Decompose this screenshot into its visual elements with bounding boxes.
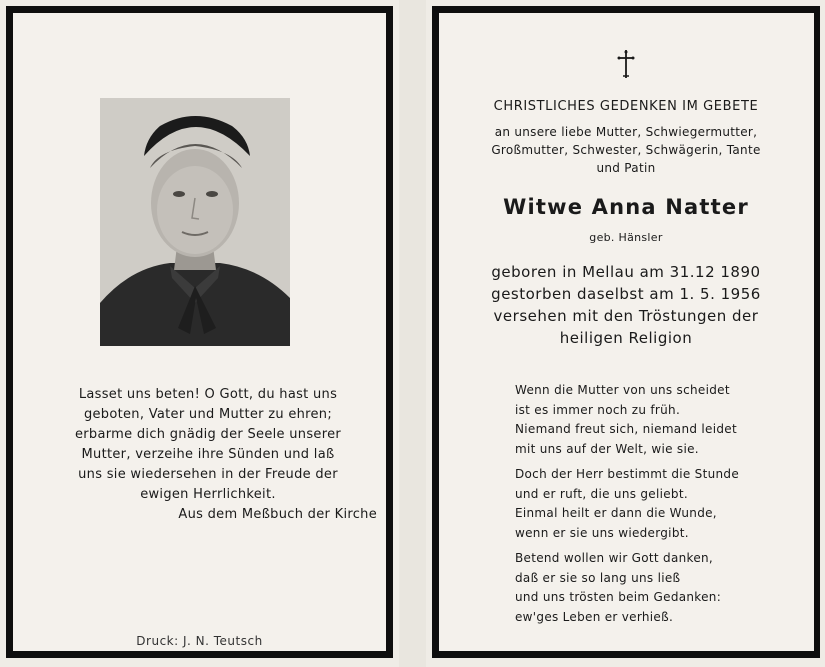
poem-line: ist es immer noch zu früh. [515, 402, 681, 417]
printer-credit: Druck: J. N. Teutsch [136, 634, 263, 648]
deceased-name: Witwe Anna Natter [503, 195, 749, 219]
poem-line: daß er sie so lang uns ließ [515, 570, 681, 585]
prayer-source: Aus dem Meßbuch der Kirche [178, 507, 377, 522]
dedication-line: an unsere liebe Mutter, Schwiegermutter, [494, 125, 758, 139]
poem-line: Doch der Herr bestimmt die Stunde [515, 467, 739, 481]
prayer-line: uns sie wiedersehen in der Freude der [78, 467, 338, 482]
date-line: gestorben daselbst am 1. 5. 1956 [491, 285, 761, 303]
poem-line: Niemand freut sich, niemand leidet [515, 422, 737, 436]
prayer-line: Mutter, verzeihe ihre Sünden und laß [81, 447, 335, 462]
portrait-photo [100, 98, 290, 346]
prayer-line: Lasset uns beten! O Gott, du hast uns [78, 387, 338, 402]
dedication-line: und Patin [596, 161, 656, 175]
date-line: heiligen Religion [559, 329, 693, 347]
poem-line: Einmal heilt er dann die Wunde, [515, 506, 717, 520]
memorial-heading: CHRISTLICHES GEDENKEN IM GEBETE [493, 99, 759, 114]
poem-line: und uns trösten beim Gedanken: [515, 590, 722, 604]
poem-stanza [515, 381, 805, 459]
prayer-line: ewigen Herrlichkeit. [140, 487, 276, 502]
poem-stanza [515, 549, 805, 627]
poem-line: und er ruft, die uns geliebt. [515, 486, 688, 501]
maiden-name: geb. Hänsler [589, 231, 663, 244]
card-gutter [399, 0, 426, 667]
right-card [432, 6, 820, 658]
date-line: versehen mit den Tröstungen der [493, 307, 759, 325]
poem-line: ew'ges Leben er verhieß. [515, 609, 674, 624]
left-card [6, 6, 393, 658]
dedication-text [439, 123, 813, 177]
poem-line: wenn er sie uns wiedergibt. [515, 525, 689, 540]
poem-line: Betend wollen wir Gott danken, [515, 551, 714, 565]
prayer-line: geboten, Vater und Mutter zu ehren; [83, 407, 333, 422]
cross-icon [439, 49, 813, 83]
memorial-poem [515, 381, 805, 633]
dedication-line: Großmutter, Schwester, Schwägerin, Tante [491, 143, 761, 157]
life-dates [439, 261, 813, 349]
prayer-text [45, 385, 371, 505]
prayer-line: erbarme dich gnädig der Seele unserer [74, 427, 342, 442]
date-line: geboren in Mellau am 31.12 1890 [491, 263, 761, 281]
poem-stanza [515, 465, 805, 543]
poem-line: Wenn die Mutter von uns scheidet [515, 383, 730, 397]
poem-line: mit uns auf der Welt, wie sie. [515, 441, 699, 456]
